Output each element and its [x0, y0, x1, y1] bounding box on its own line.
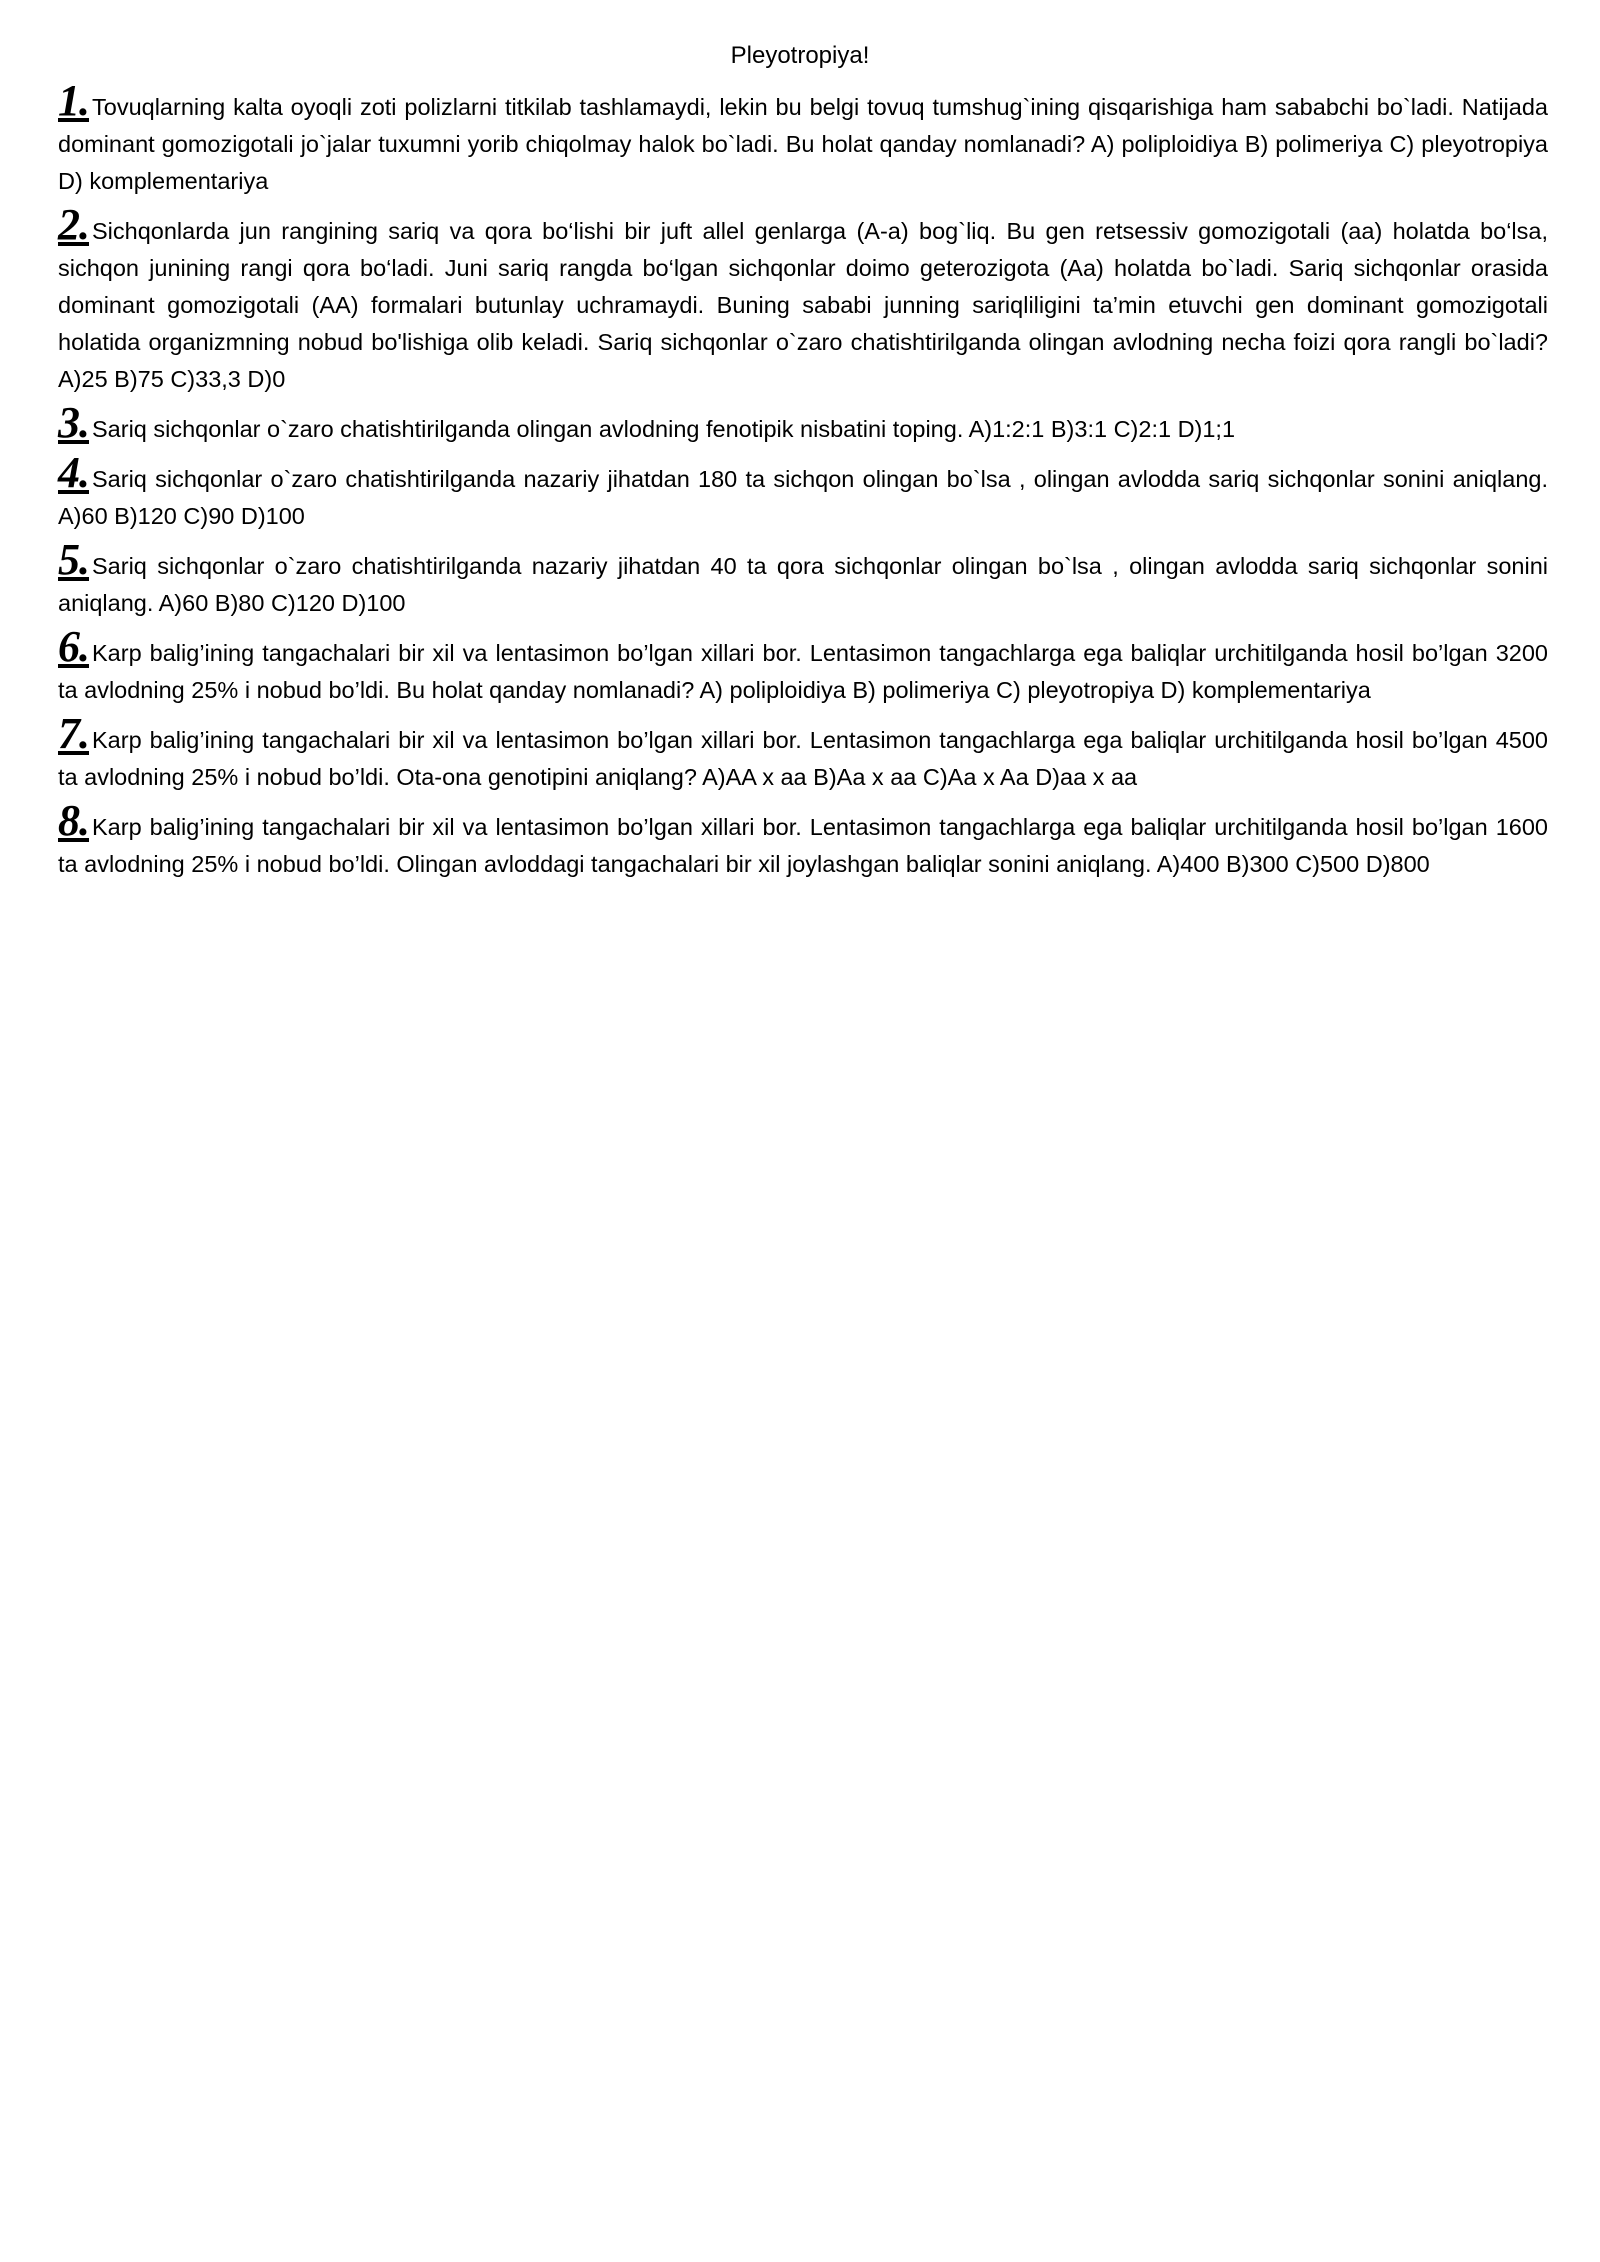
question-item-5: [58, 535, 1548, 622]
question-number: 5.: [58, 535, 89, 584]
document-title: Pleyotropiya!: [730, 42, 870, 69]
question-text: Tovuqlarning kalta oyoqli zoti polizlarni titkilab tashlamaydi, lekin bu belgi tovuq tumshug`ining qisqarishiga ham sababchi bo`ladi. Natijada dominant gomozigotali jo`jalar tuxumni yorib chiqolmay halok bo`ladi. Bu holat qanday nomlanadi? A) poliploidiya B) polimeriya C) pleyotropiya D) komplementariya: [58, 94, 1548, 194]
question-text: Karp balig’ining tangachalari bir xil va lentasimon bo’lgan xillari bor. Lentasimon tangachlarga ega baliqlar urchitilganda hosil bo’lgan 3200 ta avlodning 25% i nobud bo’ldi. Bu holat qanday nomlanadi? A) poliploidiya B) polimeriya C) pleyotropiya D) komplementariya: [58, 640, 1548, 703]
question-list: [58, 76, 1548, 889]
question-number: 8.: [58, 796, 89, 845]
question-text: Sariq sichqonlar o`zaro chatishtirilganda nazariy jihatdan 40 ta qora sichqonlar olingan bo`lsa , olingan avlodda sariq sichqonlar sonini aniqlang. A)60 B)80 C)120 D)100: [58, 553, 1548, 616]
question-text: Sariq sichqonlar o`zaro chatishtirilganda olingan avlodning fenotipik nisbatini toping. A)1:2:1 B)3:1 C)2:1 D)1;1: [92, 416, 1236, 442]
question-number: 6.: [58, 622, 89, 671]
question-item-7: [58, 709, 1548, 796]
question-number: 1.: [58, 76, 89, 125]
question-number: 2.: [58, 200, 89, 249]
question-item-6: [58, 622, 1548, 709]
question-number: 4.: [58, 448, 89, 497]
question-item-4: [58, 448, 1548, 535]
question-text: Sichqonlarda jun rangining sariq va qora bo‘lishi bir juft allel genlarga (A-a) bog`liq. Bu gen retsessiv gomozigotali (aa) holatda bo‘lsa, sichqon junining rangi qora bo‘ladi. Juni sariq rangda bo‘lgan sichqonlar doimo geterozigota (Aa) holatda bo`ladi. Sariq sichqonlar orasida dominant gomozigotali (AA) formalari butunlay uchramaydi. Buning sababi junning sariqliligini ta’min etuvchi gen dominant gomozigotali holatida organizmning nobud bo'lishiga olib keladi. Sariq sichqonlar o`zaro chatishtirilganda olingan avlodning necha foizi qora rangli bo`ladi? A)25 B)75 C)33,3 D)0: [58, 218, 1548, 392]
question-item-1: [58, 76, 1548, 200]
question-number: 3.: [58, 398, 89, 447]
question-text: Karp balig’ining tangachalari bir xil va lentasimon bo’lgan xillari bor. Lentasimon tangachlarga ega baliqlar urchitilganda hosil bo’lgan 4500 ta avlodning 25% i nobud bo’ldi. Ota-ona genotipini aniqlang? A)AA x aa B)Aa x aa C)Aa x Aa D)aa x aa: [58, 727, 1548, 790]
question-number: 7.: [58, 709, 89, 758]
question-item-2: [58, 200, 1548, 398]
question-item-8: [58, 796, 1548, 883]
question-text: Karp balig’ining tangachalari bir xil va lentasimon bo’lgan xillari bor. Lentasimon tangachlarga ega baliqlar urchitilganda hosil bo’lgan 1600 ta avlodning 25% i nobud bo’ldi. Olingan avloddagi tangachalari bir xil joylashgan baliqlar sonini aniqlang. A)400 B)300 C)500 D)800: [58, 814, 1548, 877]
question-text: Sariq sichqonlar o`zaro chatishtirilganda nazariy jihatdan 180 ta sichqon olingan bo`lsa , olingan avlodda sariq sichqonlar sonini aniqlang. A)60 B)120 C)90 D)100: [58, 466, 1548, 529]
question-item-3: [58, 398, 1548, 448]
